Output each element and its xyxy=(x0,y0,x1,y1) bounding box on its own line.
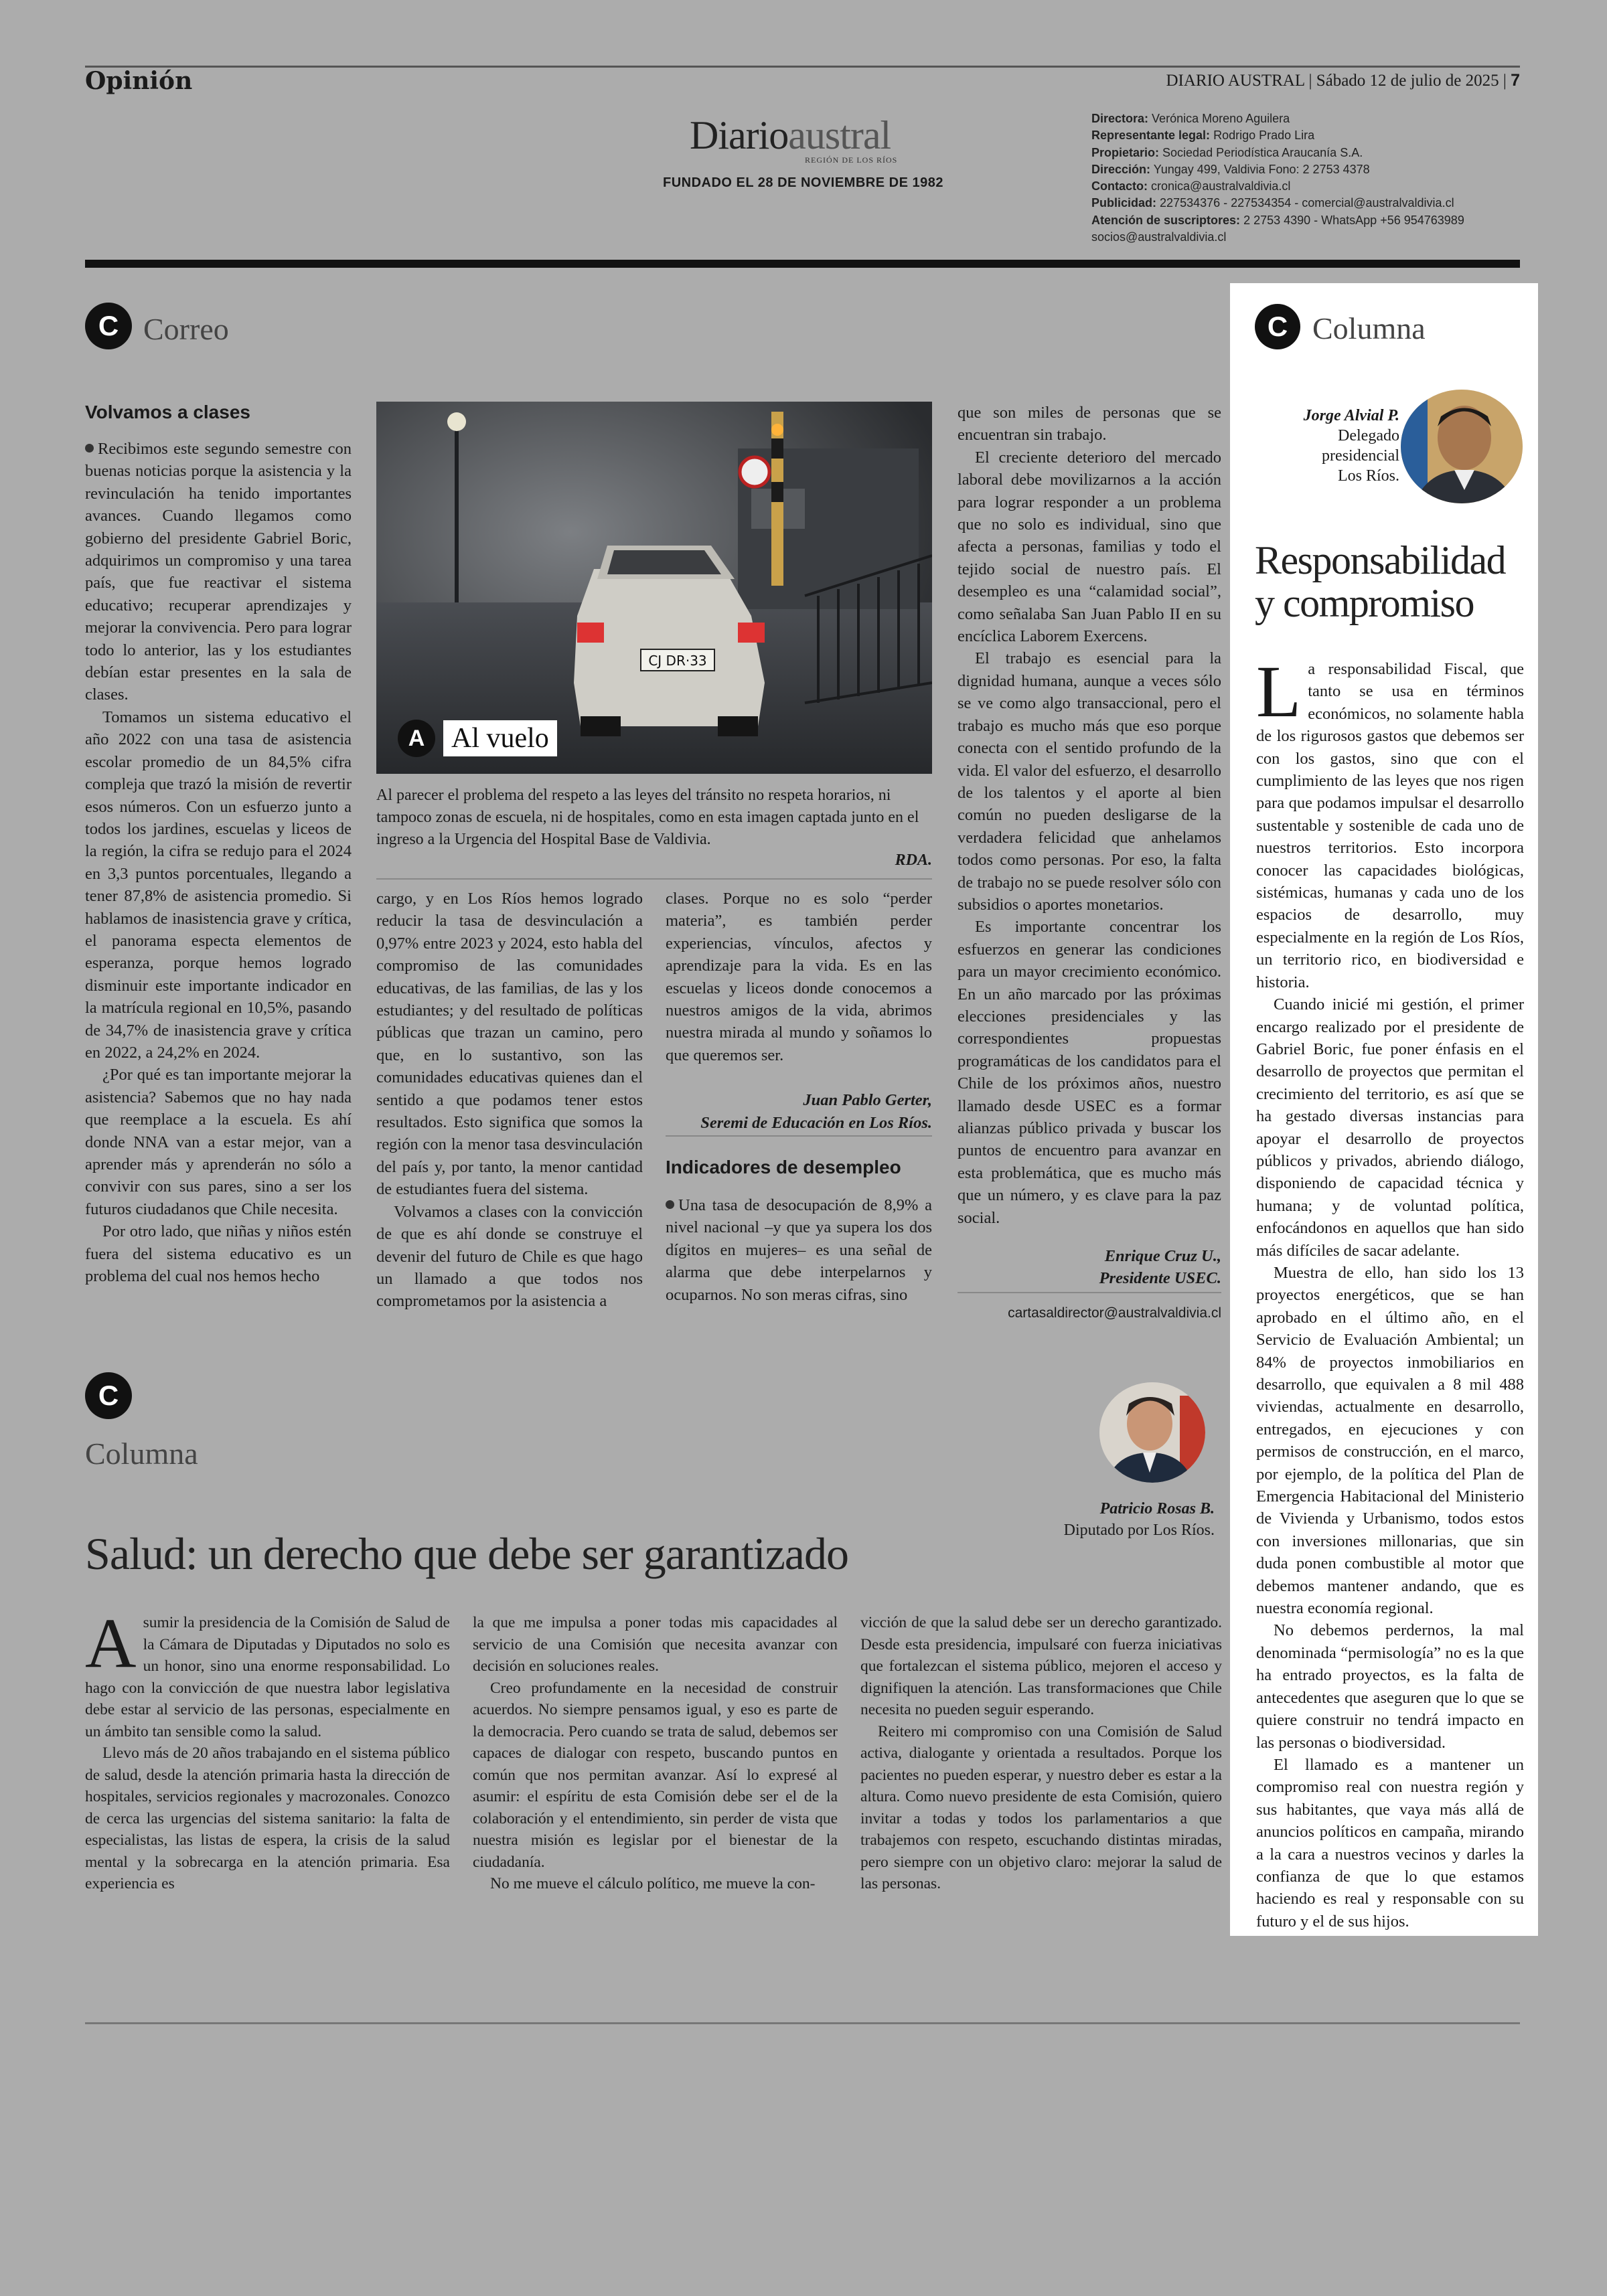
paragraph: Recibimos este segundo semestre con buenas noticias porque la asistencia y la revinculación ha tenido importantes avances. Cuando llegamos como gobierno del presidente Gabriel Boric, adquirimos un compromiso y una tarea país, que fue reactivar el sistema educativo; recuperar aprendizajes y mejorar la convivencia. Pero para lograr todo lo anterior, las y los estudiantes debían estar presentes en la sala de clases. xyxy=(85,440,352,704)
letter-volvamos-col3 xyxy=(666,888,932,1134)
signature-role: Presidente USEC. xyxy=(1099,1269,1221,1288)
paragraph: Por otro lado, que niñas y niños estén fuera del sistema educativo es un problema del cual nos hemos hecho xyxy=(85,1222,352,1286)
photo-credit: RDA. xyxy=(895,851,932,869)
paragraph: No debemos perdernos, la mal denominada “permisología” no es la que ha entrado proyectos, es la falta de antecedentes que aseguren que lo que se quiere construir no tendrá impacto en las personas o biodiversidad. xyxy=(1256,1621,1524,1752)
paragraph: cargo, y en Los Ríos hemos logrado reducir la tasa de desvinculación a 0,97% entre 2023 y 2024, esto habla del compromiso de las comunidades educativas, de las familias, de las y los estudiantes; y del resultado de políticas públicas que trazan un camino, pero que, en lo sustantivo, son las comunidades educativas quienes dan el sentido a que podamos tener estos resultados. Esto significa que somos la región con la menor tasa desvinculación del país y, por tanto, la menor cantidad de estudiantes fuera del sistema. xyxy=(376,890,643,1199)
author-info xyxy=(1245,406,1399,486)
masthead-line[interactable]: Contacto: cronica@australvaldivia.cl xyxy=(1091,179,1291,193)
paragraph: ¿Por qué es tan importante mejorar la asistencia? Sabemos que no hay nada que reemplace a la escuela. Es ahí donde NNA van a estar mejor, van a aprender más y aprenderán no sólo a convivir con sus pares, sino a ser los futuros ciudadanos que Chile necesita. xyxy=(85,1066,352,1218)
correo-badge: C xyxy=(85,303,132,349)
paragraph: El creciente deterioro del mercado laboral debe movilizarnos a la acción para lograr responder a un problema que no solo es individual, sino que afecta a personas, familias y todo el tejido social de nuestro país. El desempleo es una “calamidad social”, como señalaba San Juan Pablo II en su encíclica Laborem Exercens. xyxy=(958,448,1221,646)
salud-col1 xyxy=(85,1604,450,1895)
section-title: Opinión xyxy=(85,67,193,95)
drop-cap: A xyxy=(85,1604,137,1682)
divider xyxy=(666,1135,932,1137)
paragraph: Tomamos un sistema educativo el año 2022 con una tasa de asistencia escolar promedio de un 84,5% cifra compleja que trazó la misión de revertir esos números. Con un esfuerzo junto a todos los jardines, escuelas y liceos de la región, la cifra se redujo para el 2024 en 3,3 puntos porcentuales, llegando a tener 87,8% de asistencia promedio. Si hablamos de inasistencia grave y crítica, el panorama especta elementos de esperanza, porque hemos logrado disminuir este importante indicador en la matrícula regional en 10,5%, pasando de 34,7% de inasistencia grave y crítica en 2022, a 24,2% en 2024. xyxy=(85,708,352,1062)
masthead-line[interactable]: Atención de suscriptores: 2 2753 4390 - WhatsApp +56 954763989 xyxy=(1091,213,1464,227)
paragraph: Creo profundamente en la necesidad de construir acuerdos. No siempre pensamos igual, y eso es parte de la democracia. Pero cuando se trata de salud, debemos ser capaces de dialogar con respeto, buscando puntos en común que nos permitan avanzar. Así lo expresé al asumir: el espíritu de esta Comisión debe ser el de la colaboración y el entendimiento, sin perder de vista que nuestra misión es legislar por el bienestar de la ciudadanía. xyxy=(473,1679,838,1871)
newspaper-name: DIARIO AUSTRAL xyxy=(1166,72,1305,90)
paragraph: Volvamos a clases con la convicción de que es ahí donde se construye el devenir del futuro de Chile es que hago un llamado a que todos nos comprometamos por la asistencia a xyxy=(376,1202,643,1311)
paragraph: Cuando inicié mi gestión, el primer encargo realizado por el presidente de Gabriel Boric, fue poner énfasis en el desarrollo de proyectos que permitan el crecimiento del territorio, es así que se ha gestado diversas instancias para apoyar el desarrollo de proyectos públicos y privados, abriendo diálogo, disponiendo de capacidad técnica y humana; y de voluntad política, enfocándonos en aquellos que han sido más difíciles de sacar adelante. xyxy=(1256,995,1524,1260)
divider xyxy=(376,878,932,880)
columna-label: Columna xyxy=(1312,311,1426,345)
columna-bottom-badge: C xyxy=(85,1372,132,1419)
page-meta xyxy=(1166,71,1520,90)
columna-badge: C xyxy=(1255,304,1300,349)
page-number: 7 xyxy=(1511,71,1520,90)
al-vuelo-photo xyxy=(376,402,932,774)
masthead-line: Representante legal: Rodrigo Prado Lira xyxy=(1091,129,1315,143)
letter-desempleo-col1 xyxy=(666,1157,932,1306)
al-vuelo-label: Al vuelo xyxy=(443,720,557,756)
bullet-icon xyxy=(85,444,94,453)
paragraph: Asumir la presidencia de la Comisión de Salud de la Cámara de Diputadas y Diputados no solo es un honor, sino una enorme responsabilidad. Lo hago con la convicción de que nuestra labor legislativa debe estar al servicio de las personas, especialmente en un ámbito tan sensible como la salud. xyxy=(85,1604,450,1740)
columna-bottom-label: Columna xyxy=(85,1437,198,1471)
letter-volvamos-col2 xyxy=(376,888,643,1313)
paragraph: Muestra de ello, han sido los 13 proyectos energéticos, que se han aprobado en el último año, en el Servicio de Evaluación Ambiental; un 84% de proyectos inmobiliarios en desarrollo, que equivalen a 8 mil 488 viviendas, actualmente en desarrollo, entregados, en ejecuciones y con permisos de construcción, en el marco, por ejemplo, de la política del Plan de Emergencia Habitacional del Ministerio de Vivienda y Urbanismo, todos estos con inversiones millonarias, que sin duda ponen combustible al motor que debemos mantener andando, que es nuestra economía regional. xyxy=(1256,1263,1524,1618)
bottom-rule xyxy=(85,2022,1520,2024)
letter-title: Volvamos a clases xyxy=(85,402,250,422)
al-vuelo-badge: A xyxy=(398,720,435,757)
bullet-icon xyxy=(666,1200,674,1209)
author-name: Jorge Alvial P. xyxy=(1303,407,1399,424)
salud-col3 xyxy=(860,1612,1222,1895)
signature-name: Enrique Cruz U., xyxy=(1104,1247,1221,1266)
letters-email-link[interactable]: cartasaldirector@australvaldivia.cl xyxy=(1008,1305,1221,1321)
paragraph: El trabajo es esencial para la dignidad humana, aunque a veces sólo se ve como algo transaccional, pero el trabajo es mucho más que eso porque conecta con el sentido profundo de la vida. El valor del esfuerzo, el desarrollo de los talentos y el aporte al bien común no pueden desligarse de la verdadera felicidad que anhelamos todos como personas. Por eso, la falta de trabajo no se puede resolver sólo con subsidios o aportes monetarios. xyxy=(958,649,1221,914)
drop-cap: L xyxy=(1256,651,1302,732)
author-role: Diputado por Los Ríos. xyxy=(1063,1522,1215,1539)
paragraph: El llamado es a mantener un compromiso real con nuestra región y sus habitantes, que vaya más allá de anuncios políticos en campaña, mirando a la cara a nuestros vecinos y darles la confianza de que lo que estamos haciendo es real y responsable con su futuro y el de sus hijos. xyxy=(1256,1755,1524,1931)
header-divider xyxy=(85,260,1520,268)
author-name: Patricio Rosas B. xyxy=(1099,1500,1215,1518)
author-avatar xyxy=(1099,1382,1205,1483)
issue-date: | Sábado 12 de julio de 2025 | xyxy=(1308,72,1507,90)
paragraph: La responsabilidad Fiscal, que tanto se usa en términos económicos, no solamente habla de los rigurosos gastos que debemos ser con los gastos, sino que con el cumplimiento de las leyes que nos rigen para que podamos impulsar el desarrollo sustentable y sostenible de cada uno de nuestros territorios. Esto incorpora conocer las capacidades biológicas, sistémicas, humanas y cada uno de los espacios de desarrollo, muy especialmente en la región de Los Ríos, un territorio rico, en biodiversidad e historia. xyxy=(1256,651,1524,991)
photo-caption: Al parecer el problema del respeto a las leyes del tránsito no respeta horarios, ni tampoco zonas de escuela, ni de hospitales, como en esta imagen captada junto en el ingreso a la Urgencia del Hospital Base de Valdivia. xyxy=(376,787,919,848)
author-role-line: presidencial xyxy=(1322,447,1399,465)
masthead-line: Dirección: Yungay 499, Valdivia Fono: 2 2753 4378 xyxy=(1091,162,1370,176)
paragraph: Llevo más de 20 años trabajando en el sistema público de salud, desde la atención primaria hasta la dirección de hospitales, servicios regionales y macrozonales. Conozco de cerca las urgencias del sistema sanitario: la falta de especialistas, las listas de espera, la crisis de la salud mental y la sobrecarga en la atención primaria. Esa experiencia es xyxy=(85,1744,450,1892)
logo-subtitle: REGIÓN DE LOS RÍOS xyxy=(805,155,898,165)
salud-col2 xyxy=(473,1612,838,1895)
paragraph: clases. Porque no es solo “perder materia”, es también perder experiencias, vínculos, afectos y aprendizaje para la vida. Es en las escuelas y liceos donde conocemos a nuestros amigos de la vida, abrimos nuestra mirada al mundo y soñamos lo que queremos ser. xyxy=(666,890,932,1064)
letter-desempleo-col2 xyxy=(958,402,1221,1290)
photo-illustration xyxy=(376,402,932,774)
divider xyxy=(958,1292,1221,1293)
masthead-line[interactable]: socios@australvaldivia.cl xyxy=(1091,230,1227,244)
columna-title: Responsabilidad y compromiso xyxy=(1255,538,1506,625)
paragraph: la que me impulsa a poner todas mis capacidades al servicio de una Comisión que necesita avanzar con decisión en soluciones reales. xyxy=(473,1614,838,1675)
columna-body xyxy=(1256,651,1524,1933)
paragraph: No me mueve el cálculo político, me mueve la con- xyxy=(490,1875,816,1892)
letter-title: Indicadores de desempleo xyxy=(666,1157,901,1177)
paragraph: vicción de que la salud debe ser un derecho garantizado. Desde esta presidencia, impulsaré con fuerza iniciativas que fortalezcan el sistema público, mejoren el acceso y dignifiquen la atención. Las transformaciones que Chile necesita no pueden seguir esperando. xyxy=(860,1614,1222,1718)
license-plate: CJ DR·33 xyxy=(648,653,707,669)
correo-label: Correo xyxy=(143,312,229,346)
masthead-line: Directora: Verónica Moreno Aguilera xyxy=(1091,112,1290,125)
author-role-line: Los Ríos. xyxy=(1337,467,1399,485)
author-avatar xyxy=(1401,390,1523,503)
paragraph: que son miles de personas que se encuentran sin trabajo. xyxy=(958,404,1221,444)
author-role-line: Delegado xyxy=(1338,427,1399,444)
signature-role: Seremi de Educación en Los Ríos. xyxy=(700,1113,932,1132)
top-rule xyxy=(85,66,1520,68)
signature-name: Juan Pablo Gerter, xyxy=(803,1091,932,1110)
paragraph: Reitero mi compromiso con una Comisión de Salud activa, dialogante y orientada a resultados. Porque los pacientes no pueden esperar, y nuestro deber es estar a la altura. Como nuevo presidente de esta Comisión, quiero invitar a todas y todos los parlamentarios a que trabajemos con respeto, escuchando distintas miradas, pero siempre con un objetivo claro: mejorar la salud de las personas. xyxy=(860,1722,1222,1892)
founded-line: FUNDADO EL 28 DE NOVIEMBRE DE 1982 xyxy=(663,175,943,190)
paragraph: Una tasa de desocupación de 8,9% a nivel nacional –y que ya supera los dos dígitos en mujeres– es una señal de alarma que debe interpelarnos y ocuparnos. No son meras cifras, sino xyxy=(666,1196,932,1304)
masthead-line[interactable]: Publicidad: 227534376 - 227534354 - comercial@australvaldivia.cl xyxy=(1091,196,1454,210)
masthead-info xyxy=(1091,110,1464,246)
paragraph: Es importante concentrar los esfuerzos en generar las condiciones para un mayor crecimiento económico. En un año marcado por las próximas elecciones presidenciales y las correspondientes propuestas programáticas de los candidatos para el Chile de los próximos años, nuestro llamado desde USEC es a formar alianzas público privada y buscar los puntos de encuentro para avanzar en esta problemática, que es mucho más que un número, y es clave para la paz social. xyxy=(958,918,1221,1227)
masthead-line: Propietario: Sociedad Periodística Araucanía S.A. xyxy=(1091,145,1363,159)
letter-volvamos-col1 xyxy=(85,402,352,1287)
columna-bottom-title: Salud: un derecho que debe ser garantizado xyxy=(85,1528,848,1579)
newspaper-logo: Diarioaustral xyxy=(690,113,891,157)
